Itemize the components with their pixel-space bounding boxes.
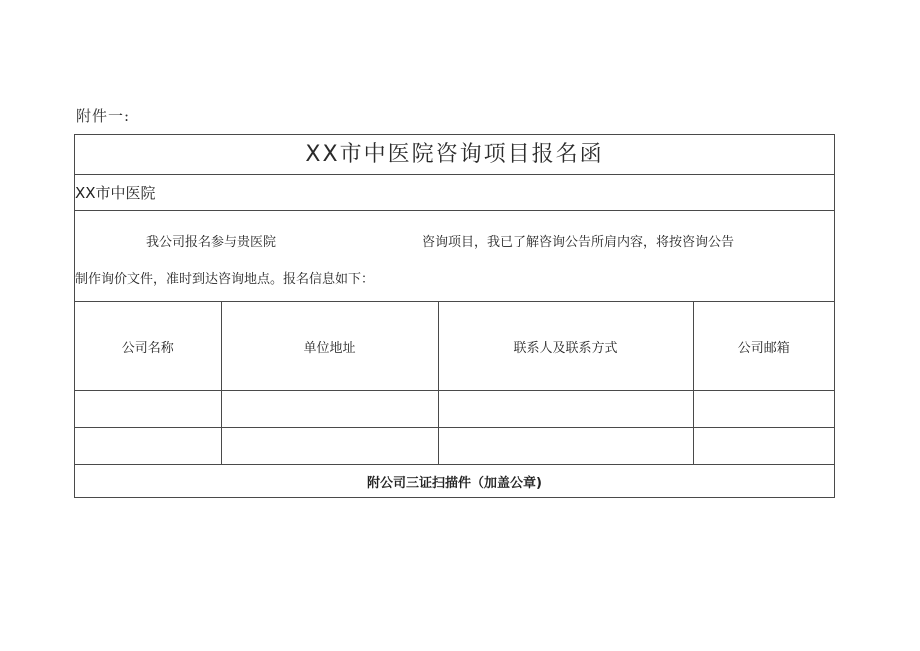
header-company-address: 单位地址 bbox=[221, 302, 438, 391]
cell-company-email[interactable] bbox=[693, 391, 834, 428]
cell-contact[interactable] bbox=[438, 428, 693, 465]
attachment-note: 附公司三证扫描件（加盖公章) bbox=[75, 465, 834, 499]
attachment-label: 附件一: bbox=[76, 107, 131, 125]
table-header-row bbox=[75, 302, 834, 391]
cell-company-name[interactable] bbox=[75, 428, 221, 465]
registration-form bbox=[74, 134, 835, 498]
form-title: XX市中医院咨询项目报名函 bbox=[305, 142, 604, 167]
table-row bbox=[75, 428, 834, 465]
cell-company-address[interactable] bbox=[221, 391, 438, 428]
cell-company-email[interactable] bbox=[693, 428, 834, 465]
cell-contact[interactable] bbox=[438, 391, 693, 428]
letter-body bbox=[75, 211, 834, 302]
registration-info-table bbox=[75, 302, 834, 498]
letter-body-line-1-start: 我公司报名参与贵医院 bbox=[146, 235, 277, 250]
cell-company-name[interactable] bbox=[75, 391, 221, 428]
addressee-row bbox=[75, 175, 834, 211]
header-company-name: 公司名称 bbox=[75, 302, 221, 391]
letter-body-line-1-end: 咨询项目，我已了解咨询公告所肩内容，将按咨询公告 bbox=[422, 235, 735, 250]
letter-body-line-2: 制作询价文件，准时到达咨询地点。报名信息如下： bbox=[75, 272, 375, 287]
addressee: XX市中医院 bbox=[75, 184, 156, 202]
header-company-email: 公司邮箱 bbox=[693, 302, 834, 391]
table-row bbox=[75, 391, 834, 428]
cell-company-address[interactable] bbox=[221, 428, 438, 465]
header-contact: 联系人及联系方式 bbox=[438, 302, 693, 391]
table-footer-row bbox=[75, 465, 834, 499]
form-title-row bbox=[75, 135, 834, 175]
